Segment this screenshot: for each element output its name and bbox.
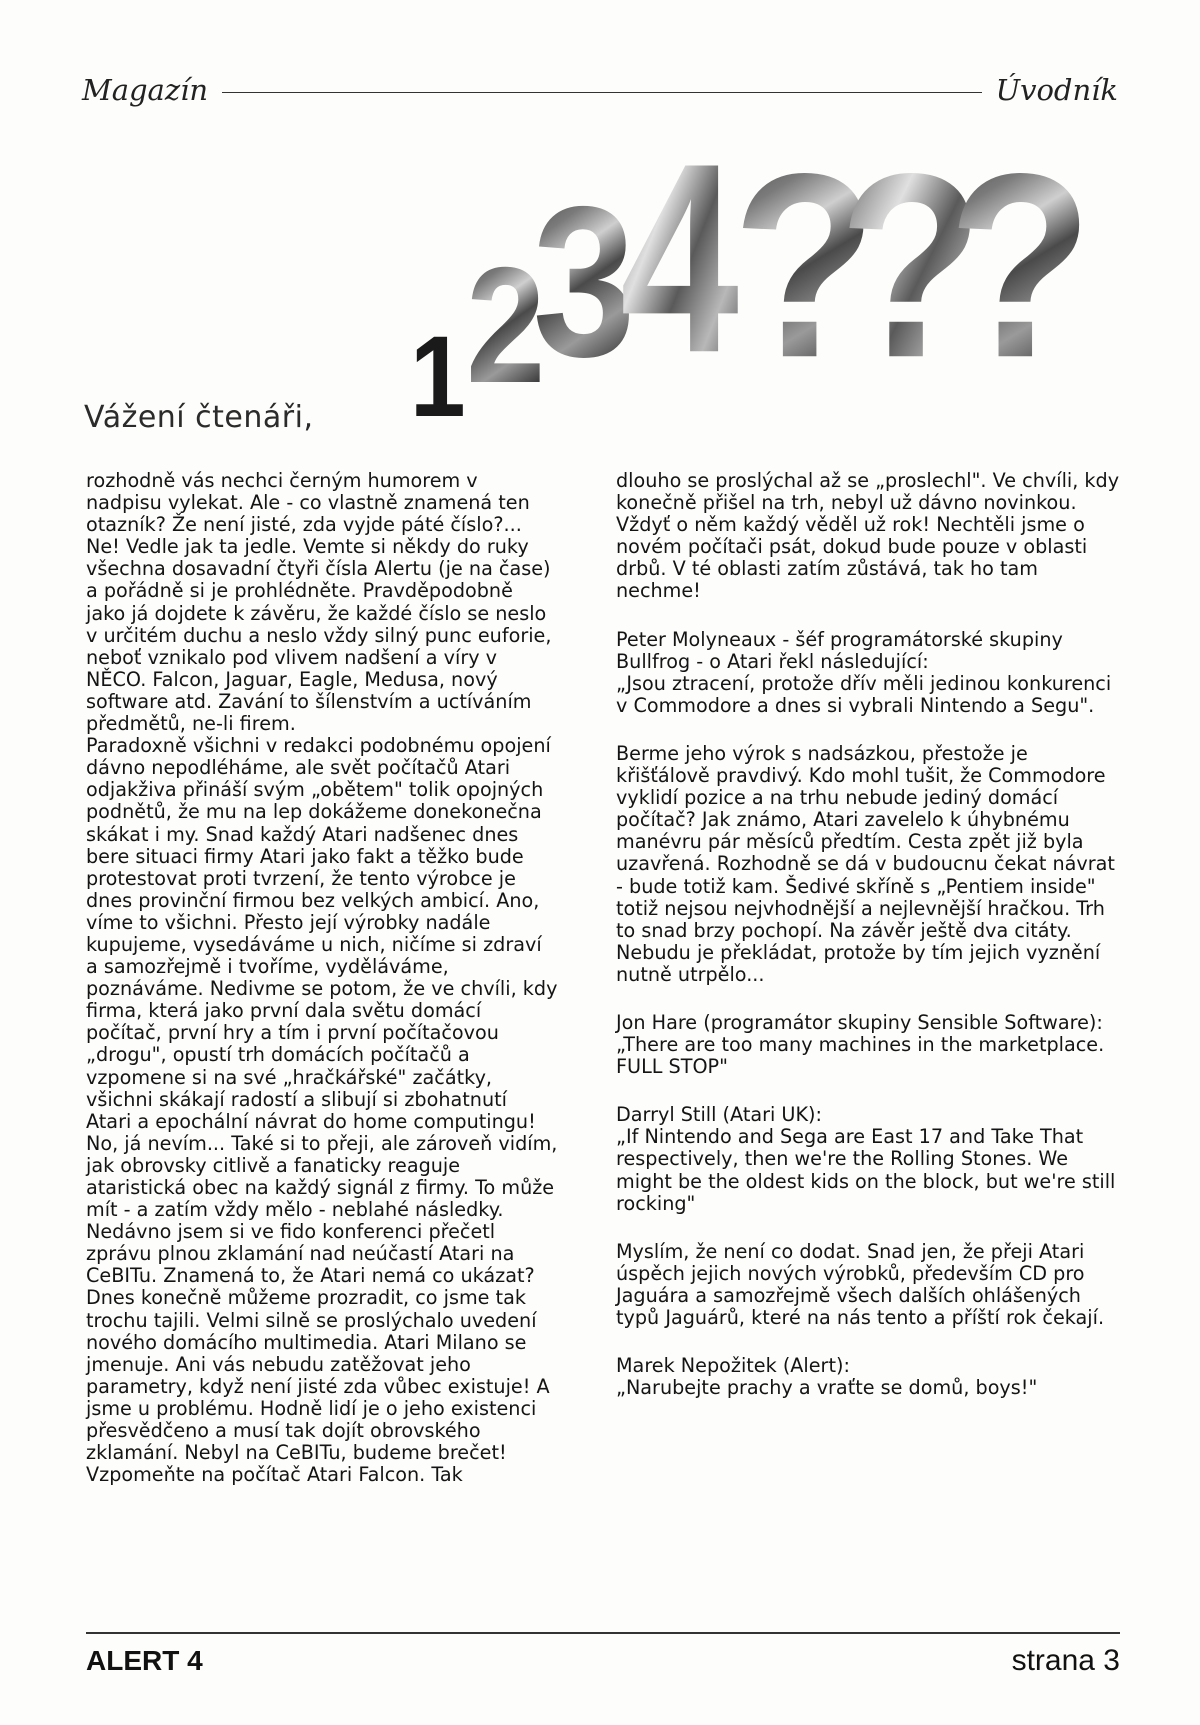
quote-author: Marek Nepožitek (Alert): bbox=[616, 1354, 850, 1378]
quote-text: „If Nintendo and Sega are East 17 and Take That respectively, then we're the Rolling Stones. We might be the oldest kids on the block, but we're still rocking" bbox=[616, 1125, 1116, 1215]
paragraph: Myslím, že není co dodat. Snad jen, že přeji Atari úspěch jejich nových výrobků, především CD pro Jaguára a samozřejmě všech dalších ohlášených typů Jaguárů, které na nás tento a příští rok čekají. bbox=[616, 1239, 1105, 1329]
paragraph: Nedávno jsem si ve fido konferenci přečetl zprávu plnou zklamání nad neúčastí Atari na CeBITu. Znamená to, že Atari nemá co ukázat? Dnes konečně můžeme prozradit, co jsme tak trochu tajili. Velmi silně se proslýchalo uvedení nového domácího multimedia. Atari Milano se jmenuje. Ani vás nebudu zatěžovat jeho parametry, když není jisté zda vůbec existuje! A jsme u problému. Hodně lidí je o jeho existenci přesvědčeno a musí tak dojít obrovského zklamání. Nebyl na CeBITu, budeme brečet! Vzpomeňte na počítač Atari Falcon. Tak bbox=[86, 1220, 550, 1487]
quote-text: „There are too many machines in the marketplace. FULL STOP" bbox=[616, 1033, 1105, 1079]
footer-rule bbox=[86, 1632, 1120, 1634]
paragraph: Berme jeho výrok s nadsázkou, přestože je křišťálově pravdivý. Kdo mohl tušit, že Commodore vyklidí pozice a na trhu nebude jediný domácí počítač? Jak známo, Atari zavelelo k úhybnému manévru pár měsíců předtím. Cesta zpět již byla uzavřená. Rozhodně se dá v budoucnu čekat návrat - bude totiž kam. Šedivé skříně s „Pentiem inside" totiž nejsou nejvhodnější a nejlevnější hračkou. Trh to snad brzy pochopí. Na závěr ještě dva citáty. Nebudu je překládat, protože by tím jejich vyznění nutně utrpělo... bbox=[616, 741, 1115, 986]
right-column bbox=[616, 470, 1120, 1399]
header-rule bbox=[222, 92, 982, 93]
section-name: Magazín bbox=[82, 73, 209, 107]
headline-art bbox=[410, 107, 1093, 441]
page-header bbox=[82, 70, 1118, 110]
paragraph: dlouho se proslýchal až se „proslechl". Ve chvíli, kdy konečně přišel na trh, nebyl už dávno novinkou. Vždyť o něm každý věděl už rok! Nechtěli jsme o novém počítači psát, dokud bude pouze v oblasti drbů. V té oblasti zatím zůstává, tak ho tam nechme! bbox=[616, 469, 1120, 603]
headline-char-7: ? bbox=[947, 119, 1093, 413]
page-number: strana 3 bbox=[1011, 1644, 1120, 1677]
quote-text: „Jsou ztracení, protože dřív měli jedinou konkurenci v Commodore a dnes si vybrali Nintendo a Segu". bbox=[616, 671, 1112, 717]
column-name: Úvodník bbox=[995, 73, 1118, 107]
left-column bbox=[86, 470, 558, 1486]
quote-author: Peter Molyneaux - šéf programátorské skupiny Bullfrog - o Atari řekl následující: bbox=[616, 627, 1063, 673]
quote-text: „Narubejte prachy a vraťte se domů, boys!" bbox=[616, 1376, 1038, 1400]
headline-char-3: 3 bbox=[532, 162, 636, 402]
headline-char-4: 4 bbox=[620, 107, 739, 409]
paragraph: rozhodně vás nechci černým humorem v nadpisu vylekat. Ale - co vlastně znamená ten otazník? Že není jisté, zda vyjde páté číslo?... Ne! Vedle jak ta jedle. Vemte si někdy do ruky všechna dosavadní čtyři čísla Alertu (je na čase) a pořádně si je prohlédněte. Pravděpodobně jako já dojdete k závěru, že každé číslo se neslo v určitém duchu a neslo vždy silný punc euforie, neboť vznikalo pod vlivem nadšení a víry v NĚCO. Falcon, Jaguar, Eagle, Medusa, nový software atd. Zavání to šílenstvím a uctíváním předmětů, ne-li firem. bbox=[86, 469, 552, 736]
headline-char-6: ? bbox=[838, 119, 984, 413]
headline-char-5: ? bbox=[732, 119, 878, 413]
quote-author: Jon Hare (programátor skupiny Sensible Software): bbox=[616, 1010, 1103, 1034]
headline-char-2: 2 bbox=[466, 232, 546, 418]
quote-author: Darryl Still (Atari UK): bbox=[616, 1103, 823, 1127]
magazine-issue: ALERT 4 bbox=[86, 1645, 203, 1676]
page-footer bbox=[86, 1644, 1120, 1678]
headline-char-1: 1 bbox=[410, 311, 466, 441]
greeting: Vážení čtenáři, bbox=[84, 400, 314, 435]
paragraph: Paradoxně všichni v redakci podobnému opojení dávno nepodléháme, ale svět počítačů Atari odjakživa přináší svým „obětem" tolik opojných podnětů, že mu na lep dokážeme donekonečna skákat i my. Snad každý Atari nadšenec dnes bere situaci firmy Atari jako fakt a těžko bude protestovat proti tvrzení, že tento výrobce je dnes provinční firmou bez velkých ambicí. Ano, víme to všichni. Přesto její výrobky nadále kupujeme, vysedáváme u nich, ničíme si zdraví a samozřejmě i tvoříme, vyděláváme, poznáváme. Nedivme se potom, že ve chvíli, kdy firma, která jako první dala světu domácí počítač, první hry a tím i první počítačovou „drogu", opustí trh domácích počítačů a vzpomene si na své „hračkářské" začátky, všichni skákají radostí a slibují si zbohatnutí Atari a epochální návrat do home computingu! No, já nevím... Také si to přeji, ale zároveň vidím, jak obrovsky citlivě a fanaticky reaguje ataristická obec na každý signál z firmy. To může mít - a zatím vždy mělo - neblahé následky. bbox=[86, 734, 558, 1222]
